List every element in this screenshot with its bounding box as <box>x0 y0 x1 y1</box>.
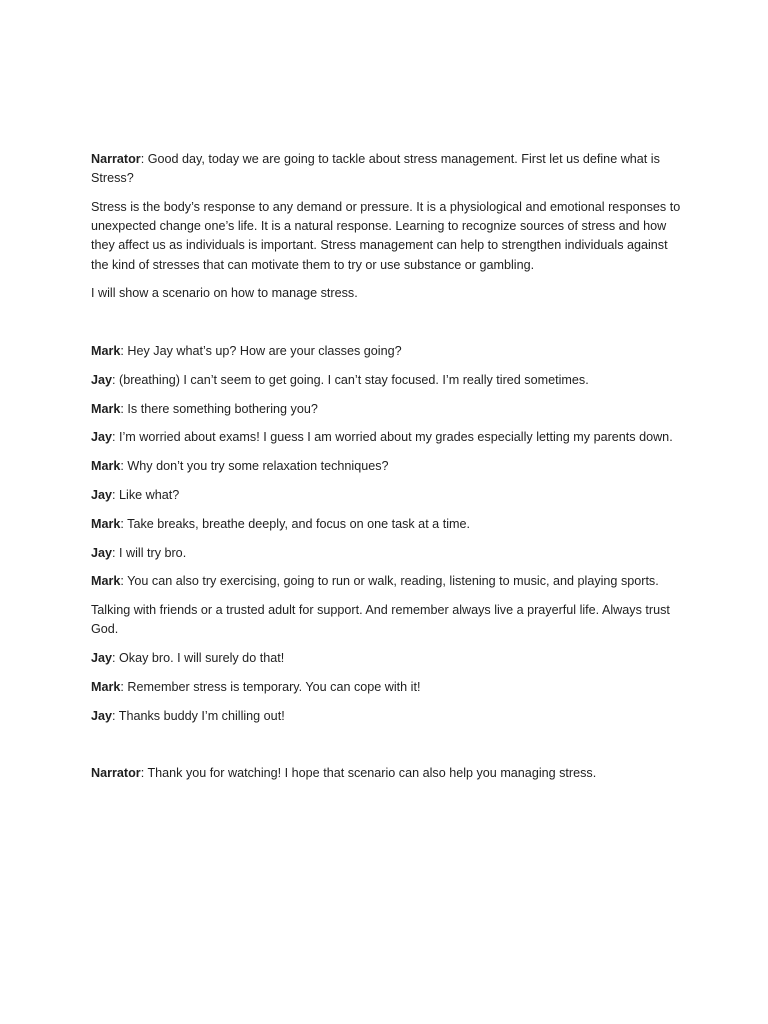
speaker-name: Narrator <box>91 766 141 781</box>
dialogue-line-jay <box>91 707 681 726</box>
dialogue-text: : Why don’t you try some relaxation techniques? <box>120 459 389 474</box>
speaker-name: Mark <box>91 574 121 589</box>
dialogue-line-mark <box>91 678 681 697</box>
speaker-name: Jay <box>91 372 113 387</box>
dialogue-line-mark <box>91 515 681 534</box>
paragraph: I will show a scenario on how to manage stress. <box>91 286 358 301</box>
dialogue-line-jay <box>91 371 681 390</box>
speaker-name: Mark <box>91 459 121 474</box>
speaker-name: Jay <box>91 545 113 560</box>
paragraph: Talking with friends or a trusted adult for support. And remember always live a prayerful life. Always trust God. <box>91 603 670 637</box>
dialogue-text: : I will try bro. <box>112 545 187 560</box>
dialogue-text: : Good day, today we are going to tackle about stress management. First let us define what is Stress? <box>91 152 660 186</box>
speaker-name: Mark <box>91 401 121 416</box>
dialogue-line-mark <box>91 400 681 419</box>
dialogue-line-mark <box>91 572 681 591</box>
blank-line <box>91 313 681 332</box>
blank-line <box>91 736 681 755</box>
dialogue-text: : Okay bro. I will surely do that! <box>112 651 285 666</box>
dialogue-line-jay <box>91 544 681 563</box>
speaker-name: Jay <box>91 430 113 445</box>
speaker-name: Jay <box>91 651 113 666</box>
dialogue-text: : Take breaks, breathe deeply, and focus on one task at a time. <box>120 516 470 531</box>
speaker-name: Narrator <box>91 152 141 166</box>
dialogue-text: : (breathing) I can’t seem to get going. I can’t stay focused. I’m really tired sometimes. <box>112 372 589 387</box>
dialogue-line-mark <box>91 457 681 476</box>
dialogue-text: : Like what? <box>112 487 180 502</box>
document-body <box>91 150 681 793</box>
dialogue-text: : Is there something bothering you? <box>120 401 318 416</box>
dialogue-line-jay <box>91 428 681 447</box>
speaker-name: Mark <box>91 343 121 358</box>
dialogue-line-narrator <box>91 764 681 783</box>
dialogue-text: : Hey Jay what’s up? How are your classes going? <box>120 343 402 358</box>
dialogue-line-narrator <box>91 150 681 188</box>
speaker-name: Jay <box>91 708 113 723</box>
dialogue-line-mark <box>91 342 681 361</box>
dialogue-text: : Thank you for watching! I hope that scenario can also help you managing stress. <box>140 766 597 781</box>
speaker-name: Mark <box>91 679 121 694</box>
dialogue-line-jay <box>91 649 681 668</box>
dialogue-text: : You can also try exercising, going to run or walk, reading, listening to music, and playing sports. <box>120 574 659 589</box>
dialogue-text: : Remember stress is temporary. You can cope with it! <box>120 679 421 694</box>
dialogue-line-jay <box>91 486 681 505</box>
speaker-name: Jay <box>91 487 113 502</box>
dialogue-text: : Thanks buddy I’m chilling out! <box>112 708 285 723</box>
paragraph: Stress is the body’s response to any demand or pressure. It is a physiological and emotional responses to unexpected change one’s life. It is a natural response. Learning to recognize sources of stress and how they affect us as individuals is important. Stress management can help to strengthen individuals against the kind of stresses that can motivate them to try or use substance or gambling. <box>91 200 681 272</box>
dialogue-text: : I’m worried about exams! I guess I am worried about my grades especially letting my parents down. <box>112 430 673 445</box>
speaker-name: Mark <box>91 516 121 531</box>
